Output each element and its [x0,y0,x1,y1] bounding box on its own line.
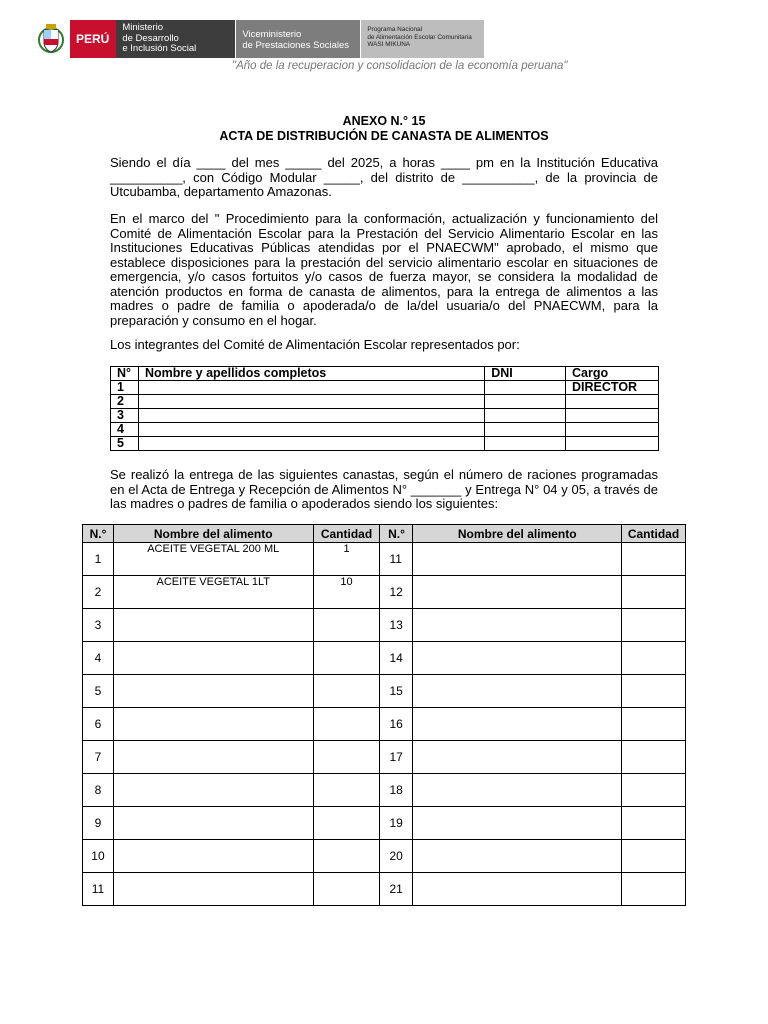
row-number: 6 [83,708,114,741]
year-motto: "Año de la recuperacion y consolidacion de la economía peruana" [232,60,568,72]
food-quantity-cell[interactable] [313,609,380,642]
food-name-cell[interactable] [113,642,313,675]
program-line: de Alimentación Escolar Comunitaria [367,33,472,41]
food-quantity-cell[interactable] [622,708,686,741]
food-quantity-cell[interactable] [313,774,380,807]
header-cell: N° [111,367,139,381]
row-number: 3 [83,609,114,642]
row-number: 5 [111,437,139,451]
table-row [83,873,686,906]
paragraph-delivery: Se realizó la entrega de las siguientes canastas, según el número de raciones programadas en el Acta de Entrega y Recepción de Alimentos N° _______ y Entrega N° 04 y 05, a través de las madres o padres de familia o apoderados siendo los siguientes: [110,467,658,511]
row-number: 11 [380,543,413,576]
header-cell: Cantidad [313,525,380,543]
food-quantity-cell[interactable] [622,642,686,675]
coat-of-arms-icon [36,20,66,58]
food-quantity-cell[interactable] [313,840,380,873]
food-table [82,524,686,906]
row-number: 4 [111,423,139,437]
member-dni-cell[interactable] [485,381,566,395]
food-name-cell[interactable] [113,675,313,708]
committee-header-row [111,367,659,381]
row-number: 12 [380,576,413,609]
header-cell: Nombre y apellidos completos [138,367,484,381]
table-row [111,423,659,437]
row-number: 7 [83,741,114,774]
food-name-cell[interactable] [413,543,622,576]
food-name-cell[interactable] [413,774,622,807]
row-number: 10 [83,840,114,873]
program-line: Programa Nacional [367,26,423,33]
paragraph-date: Siendo el día ____ del mes _____ del 2025, a horas ____ pm en la Institución Educativa __________, con Código Modular _____, del distrito de __________, de la provincia de Utcubamba, departamento Amazonas. [110,155,658,199]
row-number: 1 [111,381,139,395]
member-role-cell[interactable] [566,395,659,409]
food-name-cell[interactable] [413,708,622,741]
ministry-line: de Desarrollo [122,32,179,44]
member-name-cell[interactable] [138,437,484,451]
program-block [361,20,484,58]
food-name-cell[interactable] [413,873,622,906]
member-name-cell[interactable] [138,395,484,409]
ministry-line: e Inclusión Social [122,43,197,54]
food-name-cell[interactable] [113,609,313,642]
food-quantity-cell[interactable] [622,543,686,576]
food-name-cell[interactable] [113,774,313,807]
row-number: 14 [380,642,413,675]
food-quantity-cell[interactable] [622,807,686,840]
table-row [83,576,686,609]
food-name-cell[interactable] [113,741,313,774]
member-role-cell[interactable]: DIRECTOR [566,381,659,395]
header-cell: Cargo [566,367,659,381]
food-quantity-cell[interactable] [313,675,380,708]
food-name-cell[interactable] [113,708,313,741]
row-number: 19 [380,807,413,840]
row-number: 15 [380,675,413,708]
table-row [111,409,659,423]
member-name-cell[interactable] [138,409,484,423]
row-number: 2 [111,395,139,409]
row-number: 18 [380,774,413,807]
row-number: 17 [380,741,413,774]
food-name-cell[interactable] [413,576,622,609]
food-name-cell[interactable] [413,741,622,774]
committee-table [110,366,659,451]
table-row [83,840,686,873]
food-quantity-cell[interactable] [622,840,686,873]
row-number: 20 [380,840,413,873]
food-quantity-cell[interactable] [622,675,686,708]
member-dni-cell[interactable] [485,395,566,409]
table-row [111,381,659,395]
row-number: 5 [83,675,114,708]
vice-ministry-line: de Prestaciones Sociales [242,39,350,51]
table-row [111,437,659,451]
table-row [83,609,686,642]
food-quantity-cell[interactable]: 1 [313,543,380,576]
food-quantity-cell[interactable]: 10 [313,576,380,609]
member-dni-cell[interactable] [485,423,566,437]
row-number: 11 [83,873,114,906]
peru-badge [70,20,116,58]
food-quantity-cell[interactable] [622,774,686,807]
food-quantity-cell[interactable] [313,708,380,741]
food-name-cell[interactable] [413,675,622,708]
food-quantity-cell[interactable] [313,642,380,675]
member-dni-cell[interactable] [485,437,566,451]
member-role-cell[interactable] [566,423,659,437]
ministry-block [116,20,235,58]
row-number: 3 [111,409,139,423]
food-quantity-cell[interactable] [622,741,686,774]
institutional-header [36,20,484,58]
member-name-cell[interactable] [138,381,484,395]
food-name-cell[interactable] [413,807,622,840]
member-dni-cell[interactable] [485,409,566,423]
row-number: 13 [380,609,413,642]
annex-number: ANEXO N.° 15 [342,114,426,128]
row-number: 2 [83,576,114,609]
food-name-cell[interactable]: ACEITE VEGETAL 1LT [113,576,313,609]
row-number: 16 [380,708,413,741]
header-cell: Nombre del alimento [413,525,622,543]
table-row [83,543,686,576]
ministry-line: Ministerio [122,22,163,33]
table-row [83,675,686,708]
row-number: 8 [83,774,114,807]
food-name-cell[interactable] [113,807,313,840]
vice-ministry-line: Viceministerio [242,29,302,40]
food-name-cell[interactable] [113,873,313,906]
header-cell: DNI [485,367,566,381]
member-role-cell[interactable] [566,437,659,451]
document-title: ACTA DE DISTRIBUCIÓN DE CANASTA DE ALIMENTOS [219,129,549,143]
paragraph-committee-intro: Los integrantes del Comité de Alimentación Escolar representados por: [110,337,520,352]
food-name-cell[interactable] [413,840,622,873]
program-line: WASI MIKUNA [367,41,411,49]
food-quantity-cell[interactable] [313,807,380,840]
food-quantity-cell[interactable] [622,609,686,642]
member-name-cell[interactable] [138,423,484,437]
header-cell: N.° [83,525,114,543]
table-row [111,395,659,409]
row-number: 9 [83,807,114,840]
paragraph-context: En el marco del " Procedimiento para la conformación, actualización y funcionamiento del Comité de Alimentación Escolar para la Prestación del Servicio Alimentario Escolar en las Instituciones Educativas Públicas atendidas por el PNAECWM" aprobado, el mismo que establece disposiciones para la prestación del servicio alimentario escolar en situaciones de emergencia, y/o casos fortuitos y/o casos de fuerza mayor, se considera la modalidad de atención productos en forma de canasta de alimentos, para la entrega de alimentos a las madres o padre de familia o apoderada/o de la/del usuaria/o del PNAECWM, para la preparación y consumo en el hogar. [110,211,658,328]
food-header-row [83,525,686,543]
row-number: 4 [83,642,114,675]
header-cell: Cantidad [622,525,686,543]
header-cell: N.° [380,525,413,543]
table-row [83,807,686,840]
table-row [83,774,686,807]
member-role-cell[interactable] [566,409,659,423]
food-quantity-cell[interactable] [622,576,686,609]
country-label: PERÚ [76,32,110,46]
table-row [83,708,686,741]
food-quantity-cell[interactable] [622,873,686,906]
food-quantity-cell[interactable] [313,741,380,774]
vice-ministry-block [236,20,360,58]
header-cell: Nombre del alimento [113,525,313,543]
food-quantity-cell[interactable] [313,873,380,906]
row-number: 21 [380,873,413,906]
food-name-cell[interactable] [413,642,622,675]
food-name-cell[interactable] [413,609,622,642]
food-name-cell[interactable]: ACEITE VEGETAL 200 ML [113,543,313,576]
row-number: 1 [83,543,114,576]
food-name-cell[interactable] [113,840,313,873]
table-row [83,741,686,774]
table-row [83,642,686,675]
